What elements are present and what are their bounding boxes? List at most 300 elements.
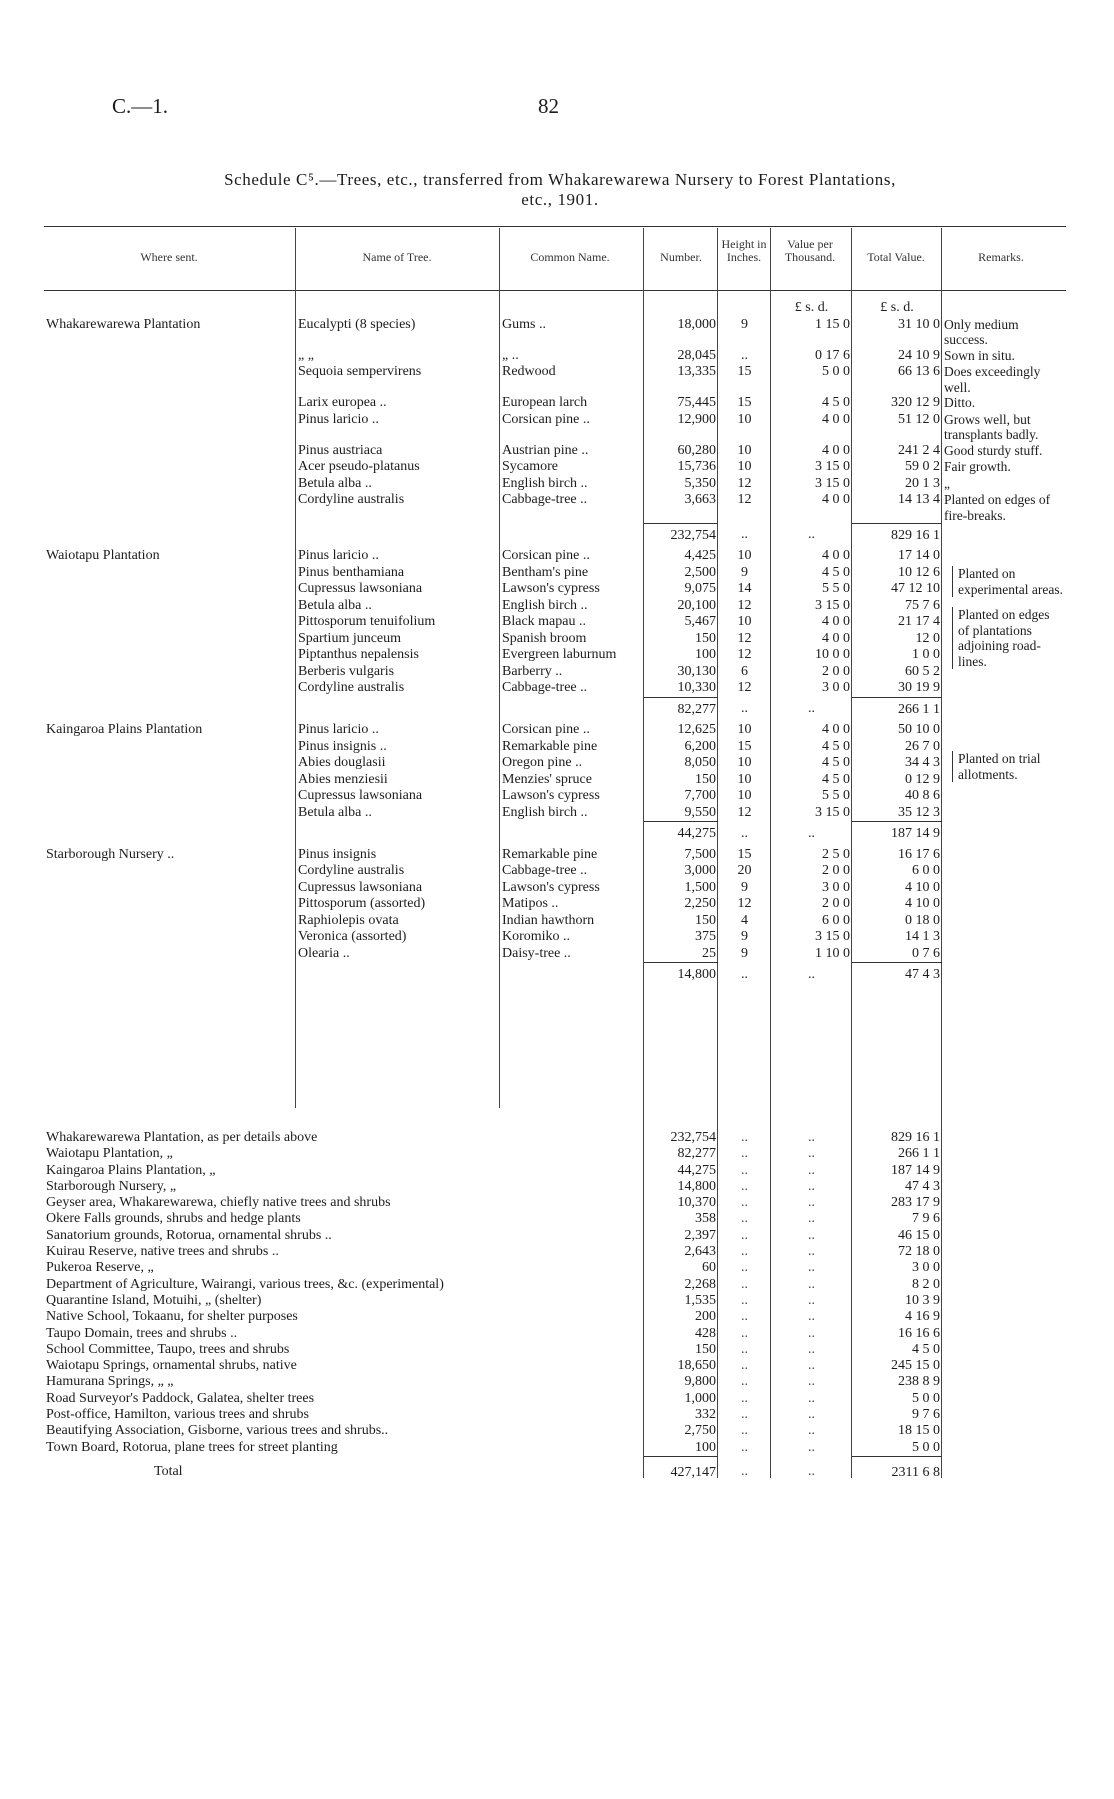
tree-name: Spartium junceum xyxy=(298,630,402,646)
table-row xyxy=(44,913,1066,930)
common-name: Cabbage-tree .. xyxy=(502,680,588,695)
blank xyxy=(500,697,644,722)
height: 10 xyxy=(737,411,752,427)
summary-height: .. xyxy=(741,1211,748,1227)
total-label: Total xyxy=(154,1464,183,1480)
summary-total: 18 15 0 xyxy=(898,1423,940,1439)
summary-total: 7 9 6 xyxy=(912,1211,940,1227)
summary-number: 10,370 xyxy=(677,1195,716,1211)
value-per-thousand: 4 5 0 xyxy=(822,564,850,580)
total-value: 35 12 3 xyxy=(898,804,940,820)
subtotal-height: .. xyxy=(741,527,748,542)
total-value: 17 14 0 xyxy=(898,548,940,563)
table-row xyxy=(44,772,1066,789)
document-reference: C.—1. xyxy=(112,94,169,118)
blank xyxy=(296,822,500,847)
summary-total: 4 16 9 xyxy=(905,1309,940,1325)
summary-height: .. xyxy=(741,1390,748,1406)
remarks: Planted on edges of fire-breaks. xyxy=(944,492,1051,523)
summary-total: 283 17 9 xyxy=(891,1195,940,1211)
height: 9 xyxy=(741,945,748,961)
value-per-thousand: 2 5 0 xyxy=(822,846,850,862)
table-row xyxy=(44,880,1066,897)
height: 15 xyxy=(737,738,752,754)
table-row xyxy=(44,805,1066,822)
summary-number: 1,535 xyxy=(684,1292,716,1308)
number: 4,425 xyxy=(684,548,716,563)
table-row xyxy=(44,492,1066,523)
total-value: 1 0 0 xyxy=(912,647,940,662)
subtotal-number: 232,754 xyxy=(644,523,718,548)
height: 20 xyxy=(737,863,752,878)
number: 150 xyxy=(695,771,716,787)
height: 12 xyxy=(737,630,752,646)
common-name: Remarkable pine xyxy=(502,846,598,862)
col-where: Where sent. xyxy=(140,250,198,264)
total-value: 51 12 0 xyxy=(898,411,940,427)
total-value: 31 10 0 xyxy=(898,316,940,332)
total-value: .. xyxy=(808,1464,815,1480)
tree-name: Pinus benthamiana xyxy=(298,564,405,580)
blank xyxy=(942,697,1066,722)
where-sent: Kaingaroa Plains Plantation xyxy=(46,722,203,737)
summary-number: 200 xyxy=(695,1309,716,1325)
total-value: 14 1 3 xyxy=(905,929,940,944)
total-value: 6 0 0 xyxy=(912,863,940,878)
tree-name: Pittosporum tenuifolium xyxy=(298,614,436,629)
common-name: Spanish broom xyxy=(502,630,587,646)
summary-height: .. xyxy=(741,1260,748,1276)
summary-value: .. xyxy=(808,1260,815,1276)
value-per-thousand: 3 0 0 xyxy=(822,680,850,695)
subtotal-height: .. xyxy=(741,966,748,982)
table-row xyxy=(44,598,1066,615)
remarks xyxy=(942,548,1066,697)
summary-row xyxy=(44,1179,942,1195)
tree-name: Raphiolepis ovata xyxy=(298,912,399,928)
value-per-thousand: 4 0 0 xyxy=(822,492,850,507)
total-height: .. xyxy=(741,1464,748,1480)
summary-label: Starborough Nursery, „ xyxy=(46,1178,177,1194)
summary-height: .. xyxy=(741,1244,748,1260)
tree-name: Abies douglasii xyxy=(298,755,386,770)
number: 3,663 xyxy=(684,492,716,507)
summary-label: Kaingaroa Plains Plantation, „ xyxy=(46,1162,216,1178)
table-row xyxy=(44,929,1066,946)
remarks: Does exceedingly well. xyxy=(944,364,1041,395)
number: 7,700 xyxy=(684,788,716,803)
height: .. xyxy=(741,347,748,363)
number: 3,000 xyxy=(684,863,716,878)
height: 14 xyxy=(737,581,752,596)
tree-name: „ „ xyxy=(298,347,314,363)
summary-value: .. xyxy=(808,1244,815,1260)
height: 10 xyxy=(737,788,752,803)
total-value: 40 8 6 xyxy=(905,788,940,803)
number: 75,445 xyxy=(677,395,716,410)
summary-label: School Committee, Taupo, trees and shrubs xyxy=(46,1341,290,1357)
height: 12 xyxy=(737,804,752,820)
total-value: 24 10 9 xyxy=(898,347,940,363)
summary-value: .. xyxy=(808,1227,815,1243)
number: 9,075 xyxy=(684,581,716,596)
total-value: 20 1 3 xyxy=(905,475,940,491)
tree-name: Betula alba .. xyxy=(298,475,372,491)
blank xyxy=(942,946,1066,963)
blank xyxy=(44,523,296,548)
summary-label: Native School, Tokaanu, for shelter purposes xyxy=(46,1309,298,1325)
summary-value: .. xyxy=(808,1325,815,1341)
common-name: Cabbage-tree .. xyxy=(502,863,588,878)
number: 25 xyxy=(702,945,716,961)
table-row xyxy=(44,863,1066,880)
schedule-table xyxy=(44,300,1066,988)
table-row xyxy=(44,664,1066,681)
height: 10 xyxy=(737,771,752,787)
table-row xyxy=(44,847,1066,864)
common-name: English birch .. xyxy=(502,597,588,613)
summary-label: Geyser area, Whakarewarewa, chiefly native trees and shrubs xyxy=(46,1195,391,1211)
blank xyxy=(942,863,1066,880)
table-row xyxy=(44,548,1066,565)
tree-name: Pittosporum (assorted) xyxy=(298,896,426,911)
summary-number: 2,750 xyxy=(684,1423,716,1439)
blank xyxy=(44,680,296,697)
subtotal-value: .. xyxy=(808,701,815,716)
value-per-thousand: 4 0 0 xyxy=(822,411,850,427)
blank xyxy=(44,697,296,722)
grand-total-row xyxy=(44,1456,942,1481)
subtotal-total: 266 1 1 xyxy=(852,697,942,722)
blank xyxy=(44,880,296,897)
summary-height: .. xyxy=(741,1358,748,1374)
value-per-thousand: 4 5 0 xyxy=(822,755,850,770)
remarks: Sown in situ. xyxy=(944,347,1015,363)
tree-name: Pinus insignis xyxy=(298,846,377,862)
currency-total-header: £ s. d. xyxy=(880,300,914,315)
tree-name: Cordyline australis xyxy=(298,680,405,695)
summary-row xyxy=(44,1374,942,1390)
summary-value: .. xyxy=(808,1146,815,1162)
table-row xyxy=(44,896,1066,913)
summary-number: 428 xyxy=(695,1325,716,1341)
summary-row xyxy=(44,1342,942,1358)
common-name: Evergreen laburnum xyxy=(502,647,617,662)
summary-row xyxy=(44,1277,942,1293)
number: 100 xyxy=(695,647,716,662)
blank xyxy=(44,896,296,913)
summary-label: Sanatorium grounds, Rotorua, ornamental shrubs .. xyxy=(46,1227,332,1243)
total-value: 0 18 0 xyxy=(905,912,940,928)
total-number: 427,147 xyxy=(644,1456,718,1481)
number: 375 xyxy=(695,929,716,944)
value-per-thousand: 3 15 0 xyxy=(815,929,850,944)
common-name: Bentham's pine xyxy=(502,564,589,580)
height: 10 xyxy=(737,442,752,458)
total-value: 0 12 9 xyxy=(905,771,940,787)
subtotal-height: .. xyxy=(741,701,748,716)
blank xyxy=(644,300,718,317)
number: 13,335 xyxy=(677,364,716,379)
value-per-thousand: 2 0 0 xyxy=(822,663,850,679)
summary-number: 232,754 xyxy=(670,1130,716,1145)
common-name: Oregon pine .. xyxy=(502,755,583,770)
blank xyxy=(296,523,500,548)
value-per-thousand: 3 0 0 xyxy=(822,879,850,895)
blank xyxy=(296,300,500,317)
col-value: Value per Thousand. xyxy=(784,237,836,264)
summary-number: 9,800 xyxy=(684,1374,716,1390)
blank xyxy=(44,598,296,615)
summary-total: 72 18 0 xyxy=(898,1244,940,1260)
value-per-thousand: 5 5 0 xyxy=(822,581,850,596)
height: 15 xyxy=(737,395,752,410)
value-per-thousand: 4 0 0 xyxy=(822,442,850,458)
total-value: 241 2 4 xyxy=(898,442,940,458)
summary-label: Road Surveyor's Paddock, Galatea, shelter trees xyxy=(46,1390,315,1406)
height: 12 xyxy=(737,896,752,911)
table-row xyxy=(44,317,1066,348)
summary-label: Whakarewarewa Plantation, as per details above xyxy=(46,1130,318,1145)
subtotal-number: 44,275 xyxy=(644,822,718,847)
summary-label: Hamurana Springs, „ „ xyxy=(46,1374,174,1390)
tree-name: Cupressus lawsoniana xyxy=(298,788,423,803)
total-value: 50 10 0 xyxy=(898,722,940,737)
currency-row xyxy=(44,300,1066,317)
summary-row xyxy=(44,1163,942,1179)
summary-number: 1,000 xyxy=(684,1390,716,1406)
value-per-thousand: 3 15 0 xyxy=(815,459,850,474)
summary-label: Pukeroa Reserve, „ xyxy=(46,1260,154,1276)
blank xyxy=(44,963,296,988)
subtotal-row xyxy=(44,523,1066,548)
summary-row xyxy=(44,1293,942,1309)
summary-number: 150 xyxy=(695,1341,716,1357)
col-height: Height in Inches. xyxy=(721,237,767,264)
subtotal-row xyxy=(44,697,1066,722)
remarks: Good sturdy stuff. xyxy=(944,442,1043,458)
remarks: „ xyxy=(944,475,950,491)
common-name: Menzies' spruce xyxy=(502,771,592,787)
blank xyxy=(942,523,1066,548)
common-name: Corsican pine .. xyxy=(502,548,590,563)
tree-name: Sequoia sempervirens xyxy=(298,364,422,379)
summary-label: Town Board, Rotorua, plane trees for street planting xyxy=(46,1439,338,1455)
tree-name: Olearia .. xyxy=(298,945,350,961)
summary-value: .. xyxy=(808,1309,815,1325)
blank xyxy=(942,300,1066,317)
common-name: Corsican pine .. xyxy=(502,722,590,737)
blank xyxy=(44,443,296,460)
common-name: Koromiko .. xyxy=(502,929,571,944)
total-value: 66 13 6 xyxy=(898,364,940,379)
height: 15 xyxy=(737,364,752,379)
value-per-thousand: 5 0 0 xyxy=(822,364,850,379)
summary-value: .. xyxy=(808,1178,815,1194)
table-row xyxy=(44,631,1066,648)
common-name: European larch xyxy=(502,395,588,410)
blank xyxy=(44,412,296,443)
col-common: Common Name. xyxy=(530,250,610,264)
number: 15,736 xyxy=(677,459,716,474)
blank xyxy=(44,459,296,476)
number: 12,900 xyxy=(677,411,716,427)
currency-value-header: £ s. d. xyxy=(794,300,829,315)
subtotal-value: .. xyxy=(808,527,815,542)
blank xyxy=(44,788,296,805)
summary-total: 238 8 9 xyxy=(898,1374,940,1390)
summary-total: 266 1 1 xyxy=(898,1146,940,1162)
summary-label: Post-office, Hamilton, various trees and shrubs xyxy=(46,1407,309,1423)
common-name: Austrian pine .. xyxy=(502,442,589,458)
blank xyxy=(942,847,1066,864)
summary-height: .. xyxy=(741,1178,748,1194)
summary-height: .. xyxy=(741,1423,748,1439)
subtotal-row xyxy=(44,822,1066,847)
subtotal-number: 14,800 xyxy=(644,963,718,988)
value-per-thousand: 3 15 0 xyxy=(815,804,850,820)
col-name: Name of Tree. xyxy=(362,250,432,264)
summary-total: 10 3 9 xyxy=(905,1292,940,1308)
table-row xyxy=(44,680,1066,697)
total-amount: 2311 6 8 xyxy=(852,1456,942,1481)
common-name: Remarkable pine xyxy=(502,738,598,754)
summary-value: .. xyxy=(808,1407,815,1423)
number: 10,330 xyxy=(677,680,716,695)
number: 2,500 xyxy=(684,564,716,580)
tree-name: Betula alba .. xyxy=(298,597,372,613)
blank xyxy=(942,896,1066,913)
height: 9 xyxy=(741,564,748,580)
tree-name: Pinus laricio .. xyxy=(298,411,379,427)
common-name: Cabbage-tree .. xyxy=(502,492,588,507)
subtotal-value: .. xyxy=(808,966,815,982)
blank xyxy=(44,755,296,772)
total-value: 26 7 0 xyxy=(905,738,940,754)
summary-height: .. xyxy=(741,1162,748,1178)
blank xyxy=(44,739,296,756)
height: 10 xyxy=(737,614,752,629)
value-per-thousand: 1 15 0 xyxy=(815,316,850,332)
page-number: 82 xyxy=(538,94,559,118)
value-per-thousand: 4 5 0 xyxy=(822,738,850,754)
total-value: 4 10 0 xyxy=(905,896,940,911)
table-row xyxy=(44,614,1066,631)
total-value: 4 10 0 xyxy=(905,879,940,895)
summary-total: 47 4 3 xyxy=(905,1178,940,1194)
tree-name: Cupressus lawsoniana xyxy=(298,581,423,596)
summary-row xyxy=(44,1440,942,1457)
number: 2,250 xyxy=(684,896,716,911)
summary-value: .. xyxy=(808,1292,815,1308)
tree-name: Acer pseudo-platanus xyxy=(298,459,420,474)
summary-label: Kuirau Reserve, native trees and shrubs .. xyxy=(46,1244,279,1260)
tree-name: Pinus insignis .. xyxy=(298,738,387,754)
value-per-thousand: 1 10 0 xyxy=(815,945,850,961)
subtotal-row xyxy=(44,963,1066,988)
table-row xyxy=(44,739,1066,756)
number: 12,625 xyxy=(677,722,716,737)
blank xyxy=(44,664,296,681)
where-sent: Starborough Nursery .. xyxy=(46,846,175,862)
table-row xyxy=(44,412,1066,443)
blank xyxy=(718,300,771,317)
common-name: Lawson's cypress xyxy=(502,788,600,803)
remarks: Ditto. xyxy=(944,395,976,410)
table-row xyxy=(44,565,1066,582)
height: 12 xyxy=(737,680,752,695)
summary-value: .. xyxy=(808,1162,815,1178)
header-bottom-rule xyxy=(44,290,1066,291)
remarks xyxy=(942,722,1066,822)
title-line-1: Schedule C⁵.—Trees, etc., transferred from Whakarewarewa Nursery to Forest Plantations, xyxy=(224,170,896,189)
value-per-thousand: 4 0 0 xyxy=(822,630,850,646)
summary-row xyxy=(44,1391,942,1407)
summary-height: .. xyxy=(741,1146,748,1162)
table-row xyxy=(44,364,1066,395)
blank xyxy=(44,863,296,880)
summary-total: 3 0 0 xyxy=(912,1260,940,1276)
total-value: 30 19 9 xyxy=(898,680,940,695)
summary-height: .. xyxy=(741,1227,748,1243)
summary-row xyxy=(44,1423,942,1439)
blank xyxy=(44,581,296,598)
height: 12 xyxy=(737,475,752,491)
number: 6,200 xyxy=(684,738,716,754)
value-per-thousand: 10 0 0 xyxy=(815,647,850,662)
summary-total: 16 16 6 xyxy=(898,1325,940,1341)
total-value: 34 4 3 xyxy=(905,755,940,770)
number: 5,467 xyxy=(684,614,716,629)
number: 5,350 xyxy=(684,475,716,491)
tree-name: Betula alba .. xyxy=(298,804,372,820)
common-name: Lawson's cypress xyxy=(502,581,600,596)
summary-row xyxy=(44,1228,942,1244)
header-top-rule xyxy=(44,226,1066,227)
table-row xyxy=(44,755,1066,772)
summary-total: 4 5 0 xyxy=(912,1341,940,1357)
col-number: Number. xyxy=(660,250,702,264)
summary-total: 9 7 6 xyxy=(912,1407,940,1423)
common-name: „ .. xyxy=(502,347,519,363)
summary-table xyxy=(44,1130,942,1481)
common-name: Redwood xyxy=(502,364,556,379)
total-value: 0 7 6 xyxy=(912,945,940,961)
table-row xyxy=(44,946,1066,963)
blank xyxy=(44,395,296,412)
tree-name: Pinus laricio .. xyxy=(298,722,379,737)
blank xyxy=(44,805,296,822)
subtotal-height: .. xyxy=(741,825,748,841)
common-name: Sycamore xyxy=(502,459,558,474)
summary-row xyxy=(44,1211,942,1227)
total-value: 16 17 6 xyxy=(898,846,940,862)
summary-label: Okere Falls grounds, shrubs and hedge plants xyxy=(46,1211,301,1227)
summary-total: 187 14 9 xyxy=(891,1162,940,1178)
tree-name: Larix europea .. xyxy=(298,395,387,410)
number: 20,100 xyxy=(677,597,716,613)
col-total: Total Value. xyxy=(867,250,925,264)
blank xyxy=(942,880,1066,897)
value-per-thousand: 4 5 0 xyxy=(822,395,850,410)
table-row xyxy=(44,348,1066,365)
number: 60,280 xyxy=(677,442,716,458)
blank xyxy=(942,913,1066,930)
total-value: 60 5 2 xyxy=(905,663,940,679)
blank xyxy=(44,913,296,930)
summary-number: 2,643 xyxy=(684,1244,716,1260)
tree-name: Veronica (assorted) xyxy=(298,929,407,944)
